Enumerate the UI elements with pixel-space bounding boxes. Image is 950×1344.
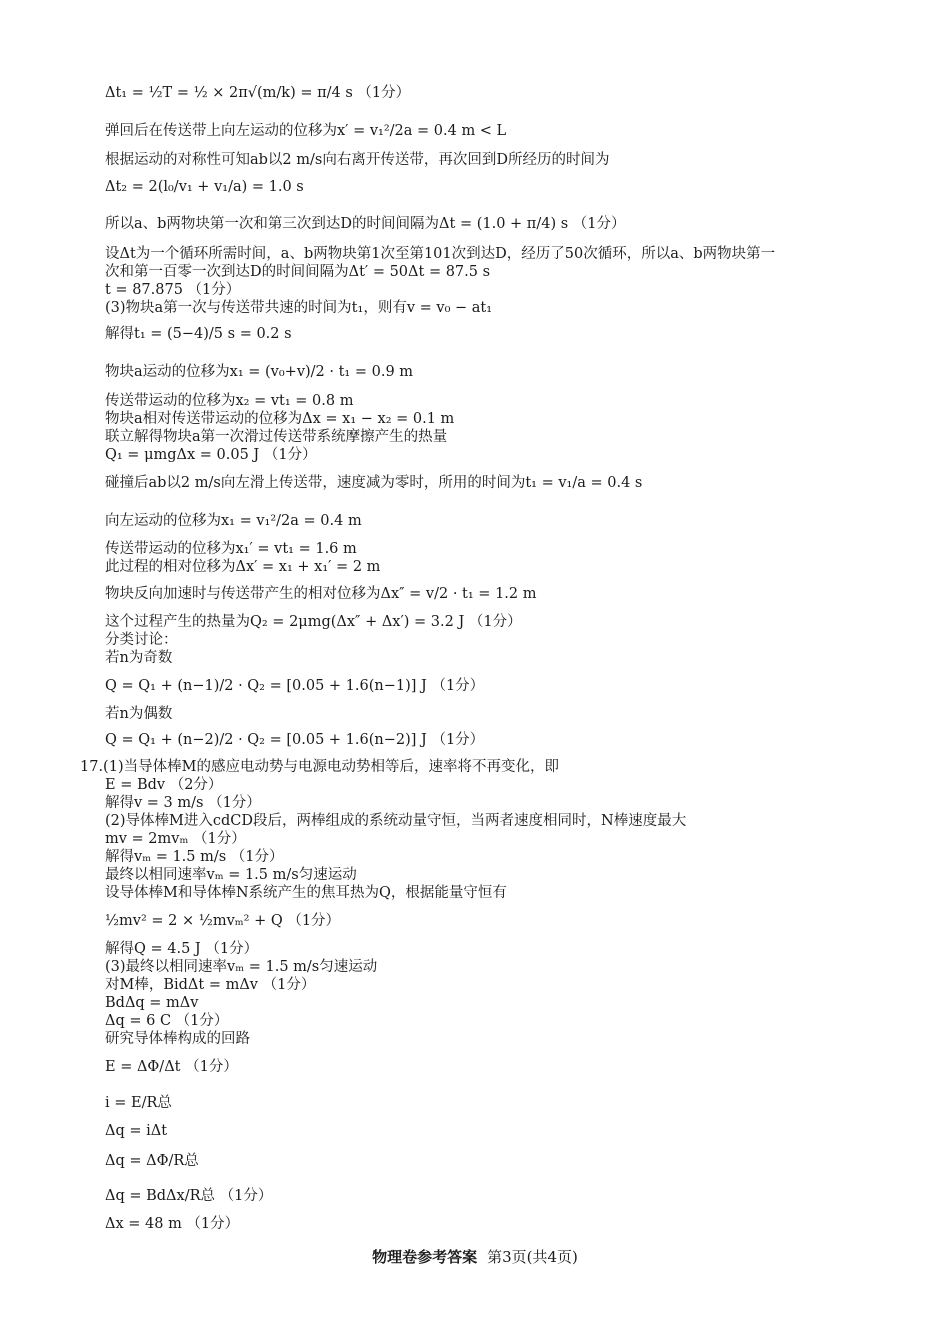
text-line: 所以a、b两物块第一次和第三次到达D的时间间隔为Δt = (1.0 + π/4) s （1分） — [105, 216, 626, 232]
page-footer — [0, 1246, 950, 1267]
question-17-heading: 17.(1)当导体棒M的感应电动势与电源电动势相等后，速率将不再变化，即 — [80, 759, 559, 775]
text-line: E = Bdv （2分） — [105, 777, 223, 793]
text-line: 联立解得物块a第一次滑过传送带系统摩擦产生的热量 — [105, 429, 448, 445]
text-line: Δt₁ = ½T = ½ × 2π√(m/k) = π/4 s （1分） — [105, 85, 411, 101]
text-line: 碰撞后ab以2 m/s向左滑上传送带，速度减为零时，所用的时间为t₁ = v₁/a = 0.4 s — [105, 475, 643, 491]
text-line: Δq = BdΔx/R总 （1分） — [105, 1188, 273, 1204]
text-line: 传送带运动的位移为x₂ = vt₁ = 0.8 m — [105, 393, 354, 409]
text-line: Q = Q₁ + (n−1)/2 · Q₂ = [0.05 + 1.6(n−1)] J （1分） — [105, 678, 485, 694]
text-line: 物块a运动的位移为x₁ = (v₀+v)/2 · t₁ = 0.9 m — [105, 364, 414, 380]
text-line: (3)物块a第一次与传送带共速的时间为t₁，则有v = v₀ − at₁ — [105, 300, 493, 316]
text-line: 解得Q = 4.5 J （1分） — [105, 941, 259, 957]
page-number: 第3页(共4页) — [487, 1248, 578, 1266]
text-line: 若n为奇数 — [105, 650, 173, 666]
text-line: E = ΔΦ/Δt （1分） — [105, 1059, 238, 1075]
text-line: 解得t₁ = (5−4)/5 s = 0.2 s — [105, 326, 292, 342]
text-line: Q = Q₁ + (n−2)/2 · Q₂ = [0.05 + 1.6(n−2)] J （1分） — [105, 732, 485, 748]
text-line: 解得v = 3 m/s （1分） — [105, 795, 261, 811]
text-line: 传送带运动的位移为x₁′ = vt₁ = 1.6 m — [105, 541, 357, 557]
text-line: 向左运动的位移为x₁ = v₁²/2a = 0.4 m — [105, 513, 362, 529]
text-line: 研究导体棒构成的回路 — [105, 1031, 250, 1047]
text-line: 设导体棒M和导体棒N系统产生的焦耳热为Q，根据能量守恒有 — [105, 885, 507, 901]
text-line: 分类讨论： — [105, 632, 178, 648]
text-line: BdΔq = mΔv — [105, 995, 199, 1011]
text-line: Q₁ = μmgΔx = 0.05 J （1分） — [105, 447, 317, 463]
text-line: 此过程的相对位移为Δx′ = x₁ + x₁′ = 2 m — [105, 559, 381, 575]
text-line: Δq = 6 C （1分） — [105, 1013, 229, 1029]
text-line: 弹回后在传送带上向左运动的位移为x′ = v₁²/2a = 0.4 m < L — [105, 123, 507, 139]
text-line: 物块a相对传送带运动的位移为Δx = x₁ − x₂ = 0.1 m — [105, 411, 455, 427]
text-line: 设Δt为一个循环所需时间，a、b两物块第1次至第101次到达D，经历了50次循环，所以a、b两物块第一 — [105, 246, 776, 262]
footer-title: 物理卷参考答案 — [372, 1248, 478, 1266]
text-line: 物块反向加速时与传送带产生的相对位移为Δx″ = v/2 · t₁ = 1.2 m — [105, 586, 537, 602]
text-line: 根据运动的对称性可知ab以2 m/s向右离开传送带，再次回到D所经历的时间为 — [105, 152, 610, 168]
text-line: i = E/R总 — [105, 1095, 172, 1111]
text-line: Δx = 48 m （1分） — [105, 1216, 240, 1232]
text-line: mv = 2mvₘ （1分） — [105, 831, 246, 847]
text-line: Δq = ΔΦ/R总 — [105, 1153, 199, 1169]
text-line: (3)最终以相同速率vₘ = 1.5 m/s匀速运动 — [105, 959, 378, 975]
text-line: Δt₂ = 2(l₀/v₁ + v₁/a) = 1.0 s — [105, 179, 304, 195]
text-line: 次和第一百零一次到达D的时间间隔为Δt′ = 50Δt = 87.5 s — [105, 264, 491, 280]
text-line: 对M棒，BidΔt = mΔv （1分） — [105, 977, 316, 993]
text-line: 这个过程产生的热量为Q₂ = 2μmg(Δx″ + Δx′) = 3.2 J （1分） — [105, 614, 522, 630]
text-line: t = 87.875 （1分） — [105, 282, 241, 298]
text-line: 若n为偶数 — [105, 706, 173, 722]
text-line: Δq = iΔt — [105, 1123, 168, 1139]
text-line: 最终以相同速率vₘ = 1.5 m/s匀速运动 — [105, 867, 357, 883]
text-line: ½mv² = 2 × ½mvₘ² + Q （1分） — [105, 913, 341, 929]
text-line: (2)导体棒M进入cdCD段后，两棒组成的系统动量守恒，当两者速度相同时，N棒速度最大 — [105, 813, 687, 829]
text-line: 解得vₘ = 1.5 m/s （1分） — [105, 849, 284, 865]
